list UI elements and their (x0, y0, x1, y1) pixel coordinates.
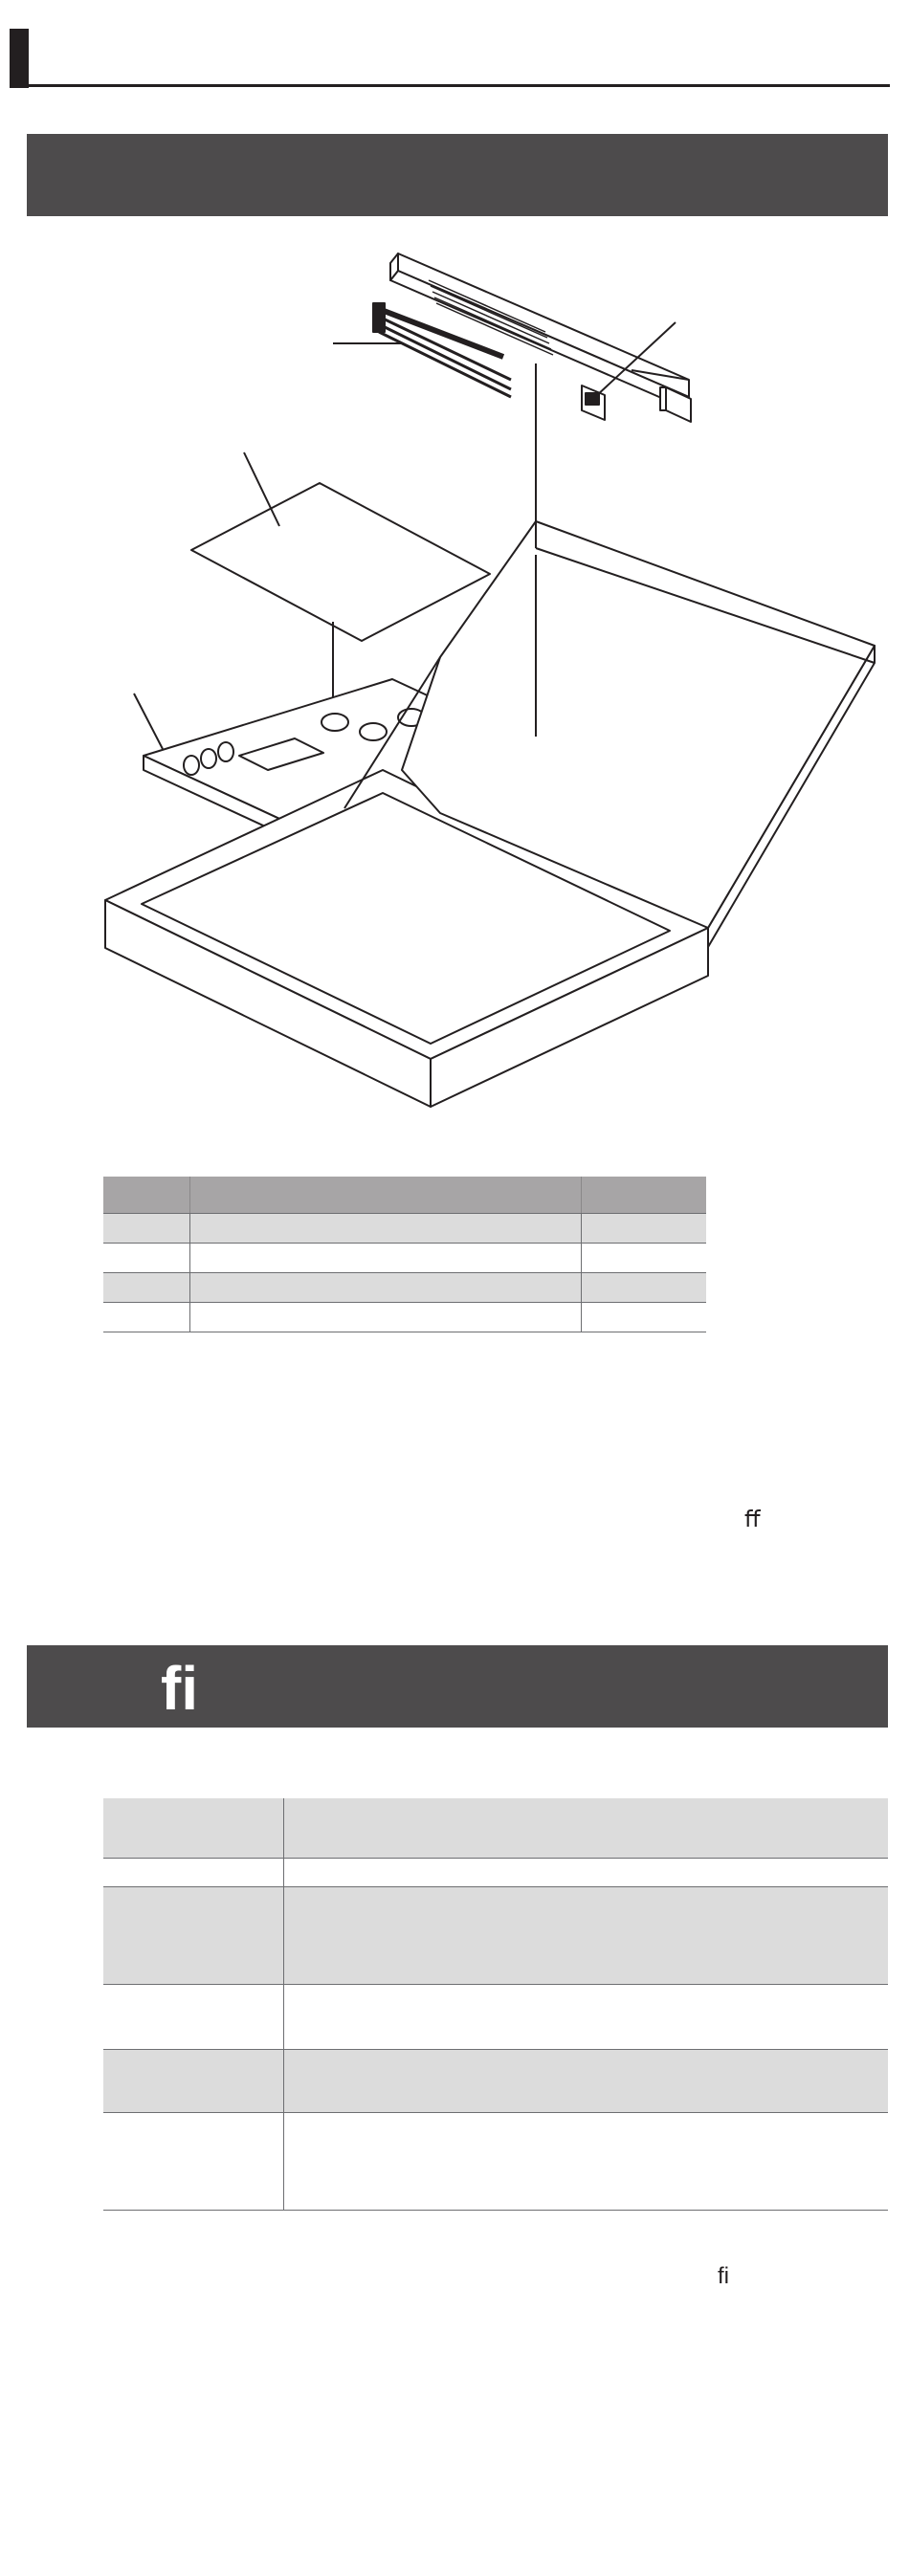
heading-marker (10, 29, 29, 88)
heading-rule (29, 84, 890, 87)
box (105, 521, 875, 1107)
spec-key (103, 1798, 283, 1858)
sheet (191, 483, 490, 641)
spec-key (103, 2049, 283, 2112)
table-header-cell (582, 1177, 706, 1214)
table-cell (103, 1273, 189, 1303)
parts-table (103, 1177, 706, 1332)
table-row (103, 1303, 706, 1332)
table-row (103, 1244, 706, 1273)
spec-value (283, 1858, 888, 1886)
spec-table (103, 1798, 888, 2211)
spec-value (283, 1886, 888, 1984)
table-header-row (103, 1177, 706, 1214)
spec-value (283, 2112, 888, 2210)
spec-key (103, 2112, 283, 2210)
section-title: ﬁ (161, 1654, 199, 1723)
table-row (103, 1214, 706, 1244)
table-row (103, 1273, 706, 1303)
table-cell (103, 1303, 189, 1332)
table-row (103, 2049, 888, 2112)
table-cell (189, 1303, 582, 1332)
spec-key (103, 1984, 283, 2049)
table-cell (582, 1273, 706, 1303)
parts-illustration (96, 244, 890, 1114)
spec-key (103, 1886, 283, 1984)
table-cell (582, 1303, 706, 1332)
table-row (103, 1984, 888, 2049)
table-cell (189, 1273, 582, 1303)
spec-value (283, 2049, 888, 2112)
bracket-bar (390, 253, 691, 422)
section-band-2 (27, 1645, 888, 1728)
table-cell (103, 1214, 189, 1244)
spec-value (283, 1798, 888, 1858)
table-header-cell (103, 1177, 189, 1214)
table-cell (582, 1244, 706, 1273)
table-row (103, 1886, 888, 1984)
table-cell (582, 1214, 706, 1244)
table-row (103, 2112, 888, 2210)
table-cell (189, 1214, 582, 1244)
paragraph-ligature: ﬀ (744, 1507, 761, 1532)
spec-key (103, 1858, 283, 1886)
table-cell (103, 1244, 189, 1273)
paragraph-ligature: ﬁ (718, 2263, 729, 2289)
spec-value (283, 1984, 888, 2049)
table-cell (189, 1244, 582, 1273)
table-row (103, 1858, 888, 1886)
section-band-1 (27, 134, 888, 216)
table-header-cell (189, 1177, 582, 1214)
table-row (103, 1798, 888, 1858)
